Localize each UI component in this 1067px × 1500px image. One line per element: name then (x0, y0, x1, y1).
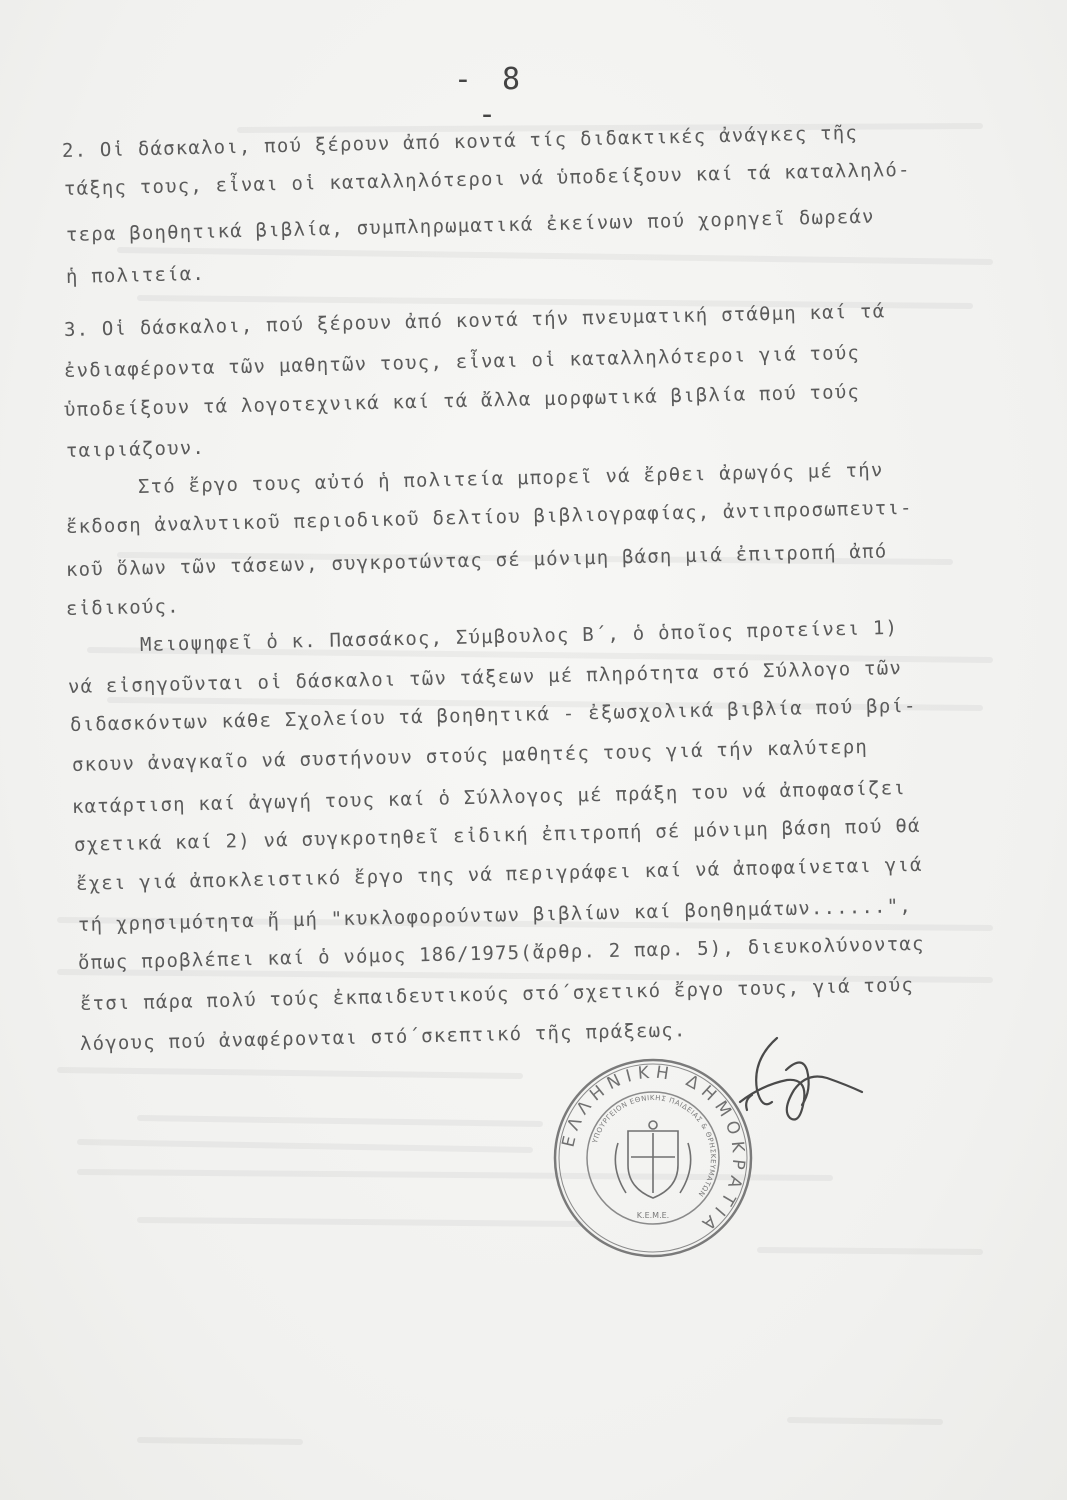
text-line: ἔκδοση ἀναλυτικοῦ περιοδικοῦ δελτίου βιβλιογραφίας, ἀντιπροσωπευτι- (65, 496, 913, 538)
text-line: ταιριάζουν. (65, 436, 206, 462)
text-line: ὅπως προβλέπει καί ὁ νόμος 186/1975(ἄρθρ. 2 παρ. 5), διευκολύνοντας (77, 932, 925, 974)
text-line: ὑποδείξουν τά λογοτεχνικά καί τά ἄλλα μορφωτικά βιβλία πού τούς (63, 380, 861, 421)
text-line: ἐνδιαφέροντα τῶν μαθητῶν τους, εἶναι οἱ καταλληλότεροι γιά τούς (63, 341, 861, 382)
text-line: ἔχει γιά ἀποκλειστικό ἔργο της νά περιγράφει καί νά ἀποφαίνεται γιά (75, 853, 923, 895)
text-line: νά εἰσηγοῦνται οἱ δάσκαλοι τῶν τάξεων μέ πληρότητα στό Σύλλογο τῶν (67, 657, 903, 698)
text-line: Μειοψηφεῖ ὁ κ. Πασσάκος, Σύμβουλος Β΄, ὁ ὁποῖος προτείνει 1) (139, 616, 899, 656)
seal-inner-text: ΥΠΟΥΡΓΕΙΟΝ ΕΘΝΙΚΗΣ ΠΑΙΔΕΙΑΣ & ΘΡΗΣΚΕΥΜΑΤΩΝ (591, 1093, 718, 1199)
text-line: 2. Οἱ δάσκαλοι, πού ξέρουν ἀπό κοντά τίς διδακτικές ἀνάγκες τῆς (61, 121, 859, 162)
text-line: ἔτσι πάρα πολύ τούς ἐκπαιδευτικούς στό΄σχετικό ἔργο τους, γιά τούς (79, 974, 915, 1015)
seal-outer-text: ΕΛΛΗΝΙΚΗ ΔΗΜΟΚΡΑΤΙΑ (558, 1062, 749, 1238)
text-line: κοῦ ὅλων τῶν τάσεων, συγκροτώντας σέ μόνιμη βάση μιά ἐπιτροπή ἀπό (65, 540, 888, 581)
text-line: ἡ πολιτεία. (65, 262, 206, 288)
text-line: σχετικά καί 2) νά συγκροτηθεῖ εἰδική ἐπιτροπή σέ μόνιμη βάση πού θά (73, 814, 921, 856)
seal-bottom-text: Κ.Ε.Μ.Ε. (636, 1211, 670, 1220)
text-line: τερα βοηθητικά βιβλία, συμπληρωματικά ἐκείνων πού χορηγεῖ δωρεάν (65, 205, 875, 246)
text-line: τή χρησιμότητα ἤ μή "κυκλοφορούντων βιβλίων καί βοηθημάτων......", (77, 895, 913, 936)
text-line: τάξης τους, εἶναι οἱ καταλληλότεροι νά ὑποδείξουν καί τά καταλληλό- (63, 158, 911, 200)
page-number: - 8 - (453, 62, 527, 132)
text-line: σκουν ἀναγκαῖο νά συστήνουν στούς μαθητές τους γιά τήν καλύτερη (71, 735, 869, 776)
coat-of-arms-icon (615, 1121, 690, 1198)
text-line: 3. Οἱ δάσκαλοι, πού ξέρουν ἀπό κοντά τήν πνευματική στάθμη καί τά (63, 300, 886, 341)
text-line: Στό ἔργο τους αὐτό ἡ πολιτεία μπορεῖ νά ἔρθει ἀρωγός μέ τήν (137, 459, 884, 498)
text-line: εἰδικούς. (65, 595, 180, 620)
text-line: κατάρτιση καί ἀγωγή τους καί ὁ Σύλλογος μέ πράξη του νά ἀποφασίζει (71, 777, 907, 818)
text-line: διδασκόντων κάθε Σχολείου τά βοηθητικά - ἐξωσχολικά βιβλία πού βρί- (69, 694, 917, 736)
text-line: λόγους πού ἀναφέρονται στό΄σκεπτικό τῆς πράξεως. (79, 1019, 687, 1055)
handwritten-signature (712, 1030, 872, 1140)
